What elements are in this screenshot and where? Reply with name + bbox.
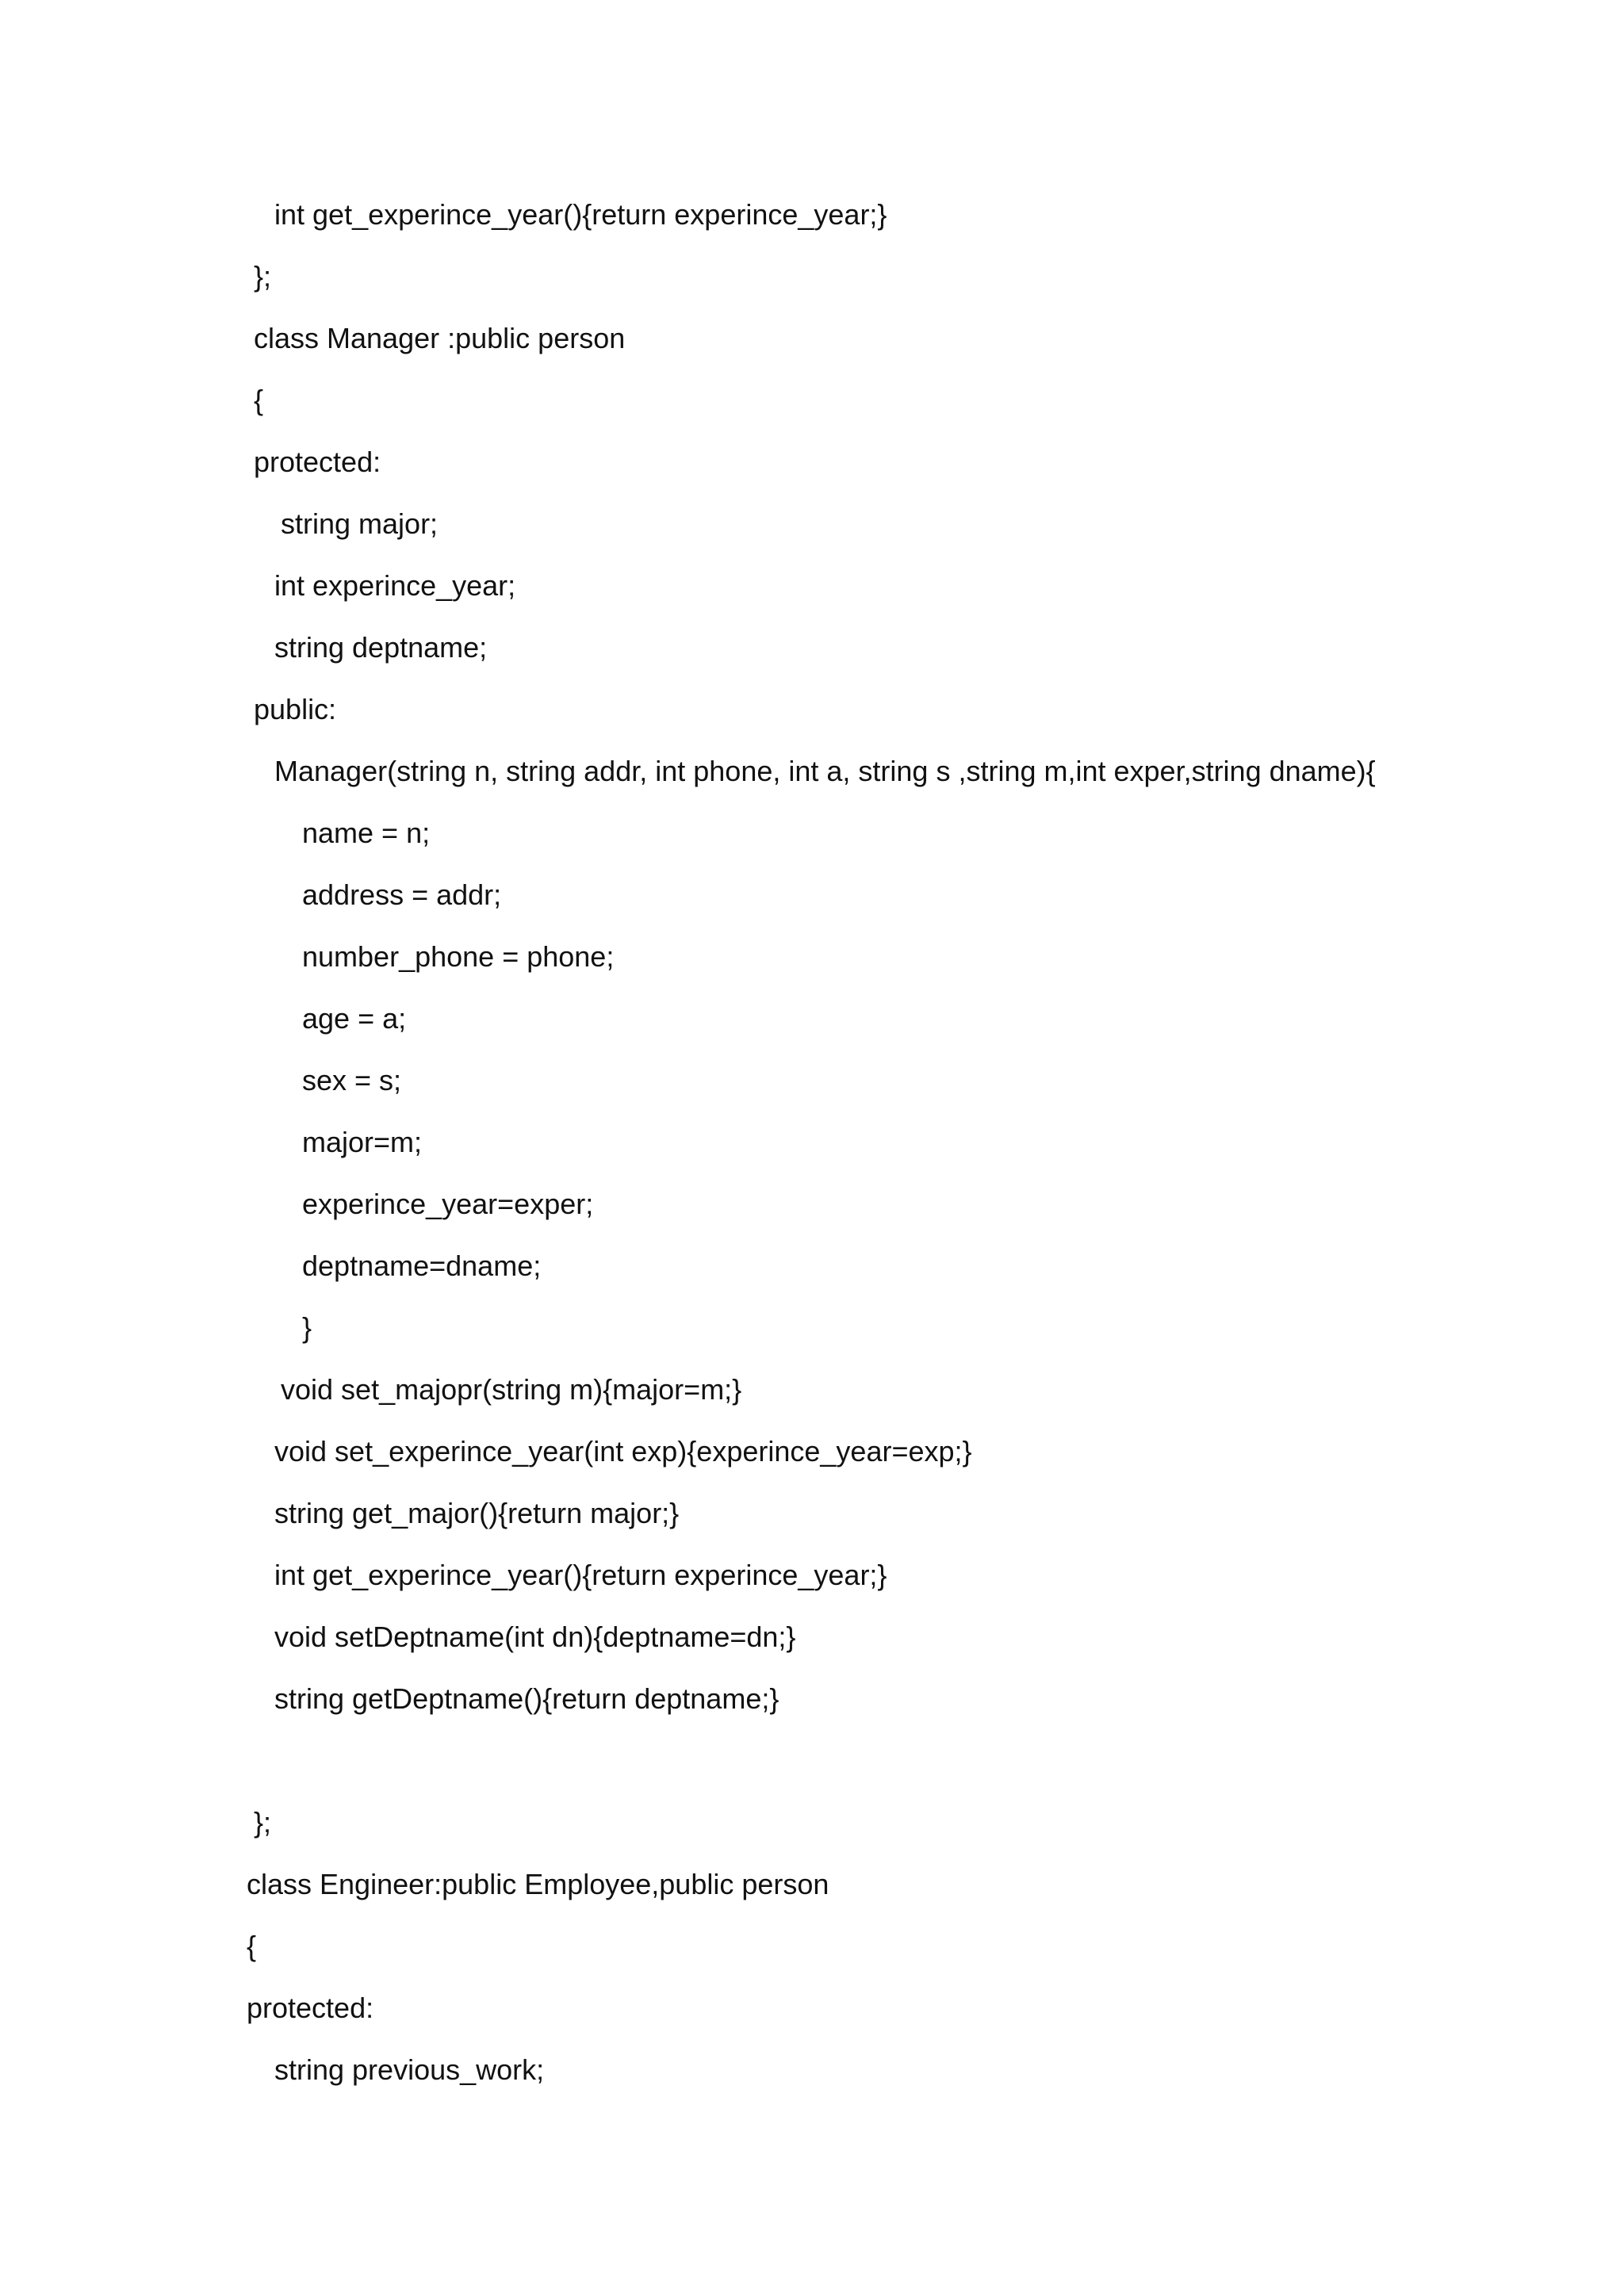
code-line: major=m; xyxy=(302,1126,423,1158)
code-line: }; xyxy=(254,260,272,293)
code-line: number_phone = phone; xyxy=(302,940,615,973)
code-line: experince_year=exper; xyxy=(302,1188,594,1220)
code-line: void setDeptname(int dn){deptname=dn;} xyxy=(274,1621,796,1653)
code-line: public: xyxy=(254,693,337,725)
code-line: protected: xyxy=(247,1992,374,2024)
code-line: } xyxy=(302,1311,312,1344)
code-line: int experince_year; xyxy=(274,569,516,602)
code-line: void set_experince_year(int exp){experince_year=exp;} xyxy=(274,1435,972,1468)
code-line: deptname=dname; xyxy=(302,1249,542,1282)
code-line: protected: xyxy=(254,446,381,478)
code-line: address = addr; xyxy=(302,878,502,911)
code-line: age = a; xyxy=(302,1002,407,1035)
code-line: string get_major(){return major;} xyxy=(274,1497,680,1529)
code-line: }; xyxy=(254,1806,272,1839)
code-line: { xyxy=(247,1930,257,1962)
code-line: void set_majopr(string m){major=m;} xyxy=(281,1373,742,1406)
code-line: string major; xyxy=(281,507,439,540)
code-line: Manager(string n, string addr, int phone, int a, string s ,string m,int exper,string dname){ xyxy=(274,755,1376,787)
code-line: class Manager :public person xyxy=(254,322,626,354)
code-line: string previous_work; xyxy=(274,2053,545,2086)
code-line: class Engineer:public Employee,public person xyxy=(247,1868,829,1900)
code-line: int get_experince_year(){return experince_year;} xyxy=(274,198,887,231)
code-line: string deptname; xyxy=(274,631,488,664)
code-line: { xyxy=(254,384,264,416)
code-line: string getDeptname(){return deptname;} xyxy=(274,1682,779,1715)
code-line: name = n; xyxy=(302,817,431,849)
code-line: sex = s; xyxy=(302,1064,402,1096)
code-line: int get_experince_year(){return experince_year;} xyxy=(274,1559,887,1591)
